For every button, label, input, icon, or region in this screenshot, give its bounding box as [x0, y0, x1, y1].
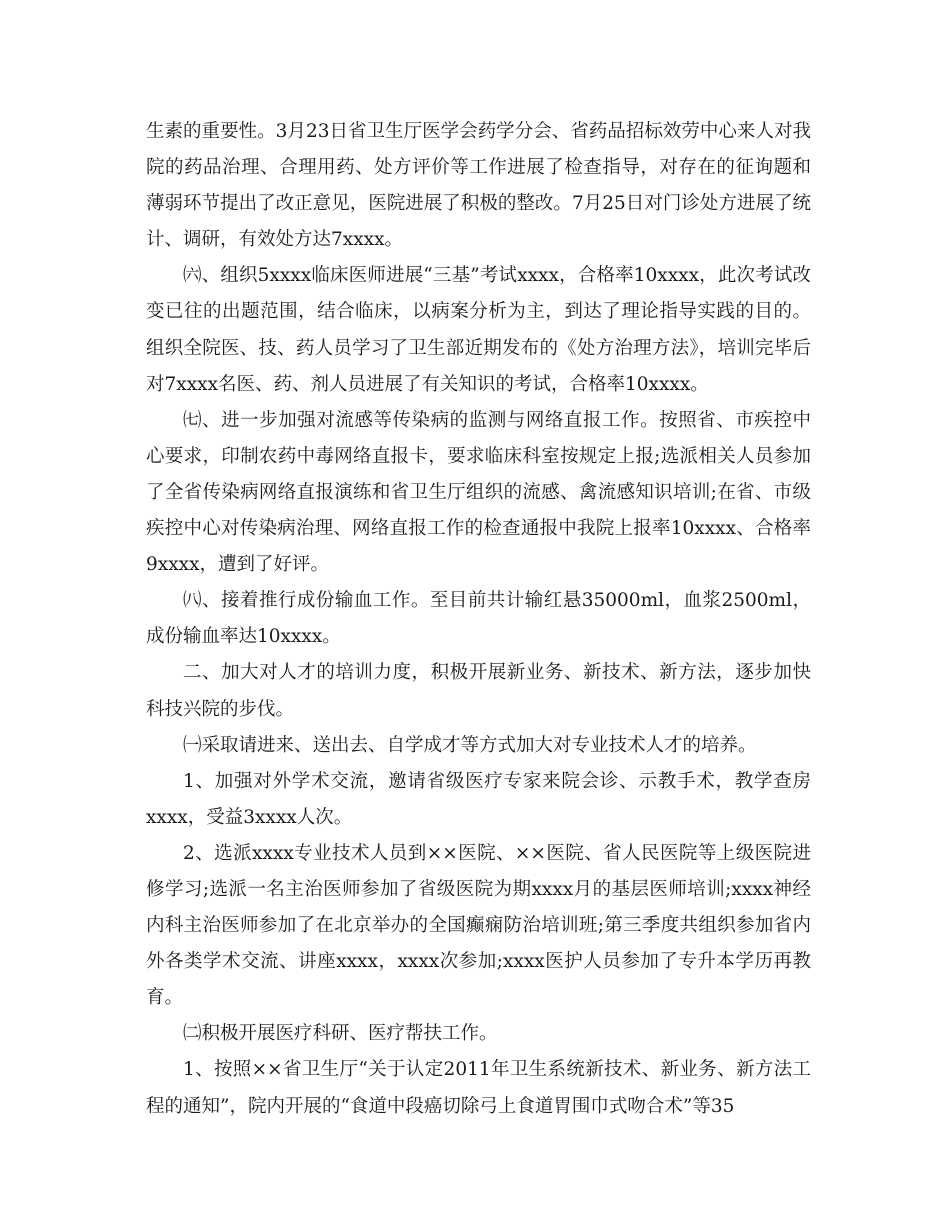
paragraph: ㈧、接着推行成份输血工作。至目前共计输红悬35000ml，血浆2500ml，成份输血率达10xxxx。 — [146, 590, 811, 648]
paragraph: ㈡积极开展医疗科研、医疗帮扶工作。 — [183, 1023, 498, 1045]
paragraph: 生素的重要性。3月23日省卫生厅医学会药学分会、省药品招标效劳中心来人对我院的药品治理、合理用药、处方评价等工作进展了检查指导，对存在的征询题和薄弱环节提出了改正意见，医院进展了积极的整改。7月25日对门诊处方进展了统计、调研，有效处方达7xxxx。 — [146, 121, 811, 251]
paragraph: 1、加强对外学术交流，邀请省级医疗专家来院会诊、示教手术，教学查房xxxx，受益3xxxx人次。 — [146, 770, 811, 828]
paragraph: ㈥、组织5xxxx临床医师进展“三基”考试xxxx，合格率10xxxx，此次考试改变已往的出题范围，结合临床，以病案分析为主，到达了理论指导实践的目的。组织全院医、技、药人员学习了卫生部近期发布的《处方治理方法》，培训完毕后对7xxxx名医、药、剂人员进展了有关知识的考试，合格率10xxxx。 — [146, 265, 811, 395]
paragraph: 2、选派xxxx专业技术人员到××医院、××医院、省人民医院等上级医院进修学习;选派一名主治医师参加了省级医院为期xxxx月的基层医师培训;xxxx神经内科主治医师参加了在北京举办的全国癫痫防治培训班;第三季度共组织参加省内外各类学术交流、讲座xxxx，xxxx次参加;xxxx医护人员参加了专升本学历再教育。 — [146, 842, 811, 1009]
document-body — [146, 114, 811, 1125]
paragraph: ㈠采取请进来、送出去、自学成才等方式加大对专业技术人才的培养。 — [183, 734, 757, 756]
paragraph: 二、加大对人才的培训力度，积极开展新业务、新技术、新方法，逐步加快科技兴院的步伐。 — [146, 662, 811, 720]
paragraph: 1、按照××省卫生厅“关于认定2011年卫生系统新技术、新业务、新方法工程的通知”，院内开展的“食道中段癌切除弓上食道胃围巾式吻合术”等35 — [146, 1059, 811, 1117]
paragraph: ㈦、进一步加强对流感等传染病的监测与网络直报工作。按照省、市疾控中心要求，印制农药中毒网络直报卡，要求临床科室按规定上报;选派相关人员参加了全省传染病网络直报演练和省卫生厅组织的流感、禽流感知识培训;在省、市级疾控中心对传染病治理、网络直报工作的检查通报中我院上报率10xxxx、合格率9xxxx，遭到了好评。 — [146, 409, 811, 576]
